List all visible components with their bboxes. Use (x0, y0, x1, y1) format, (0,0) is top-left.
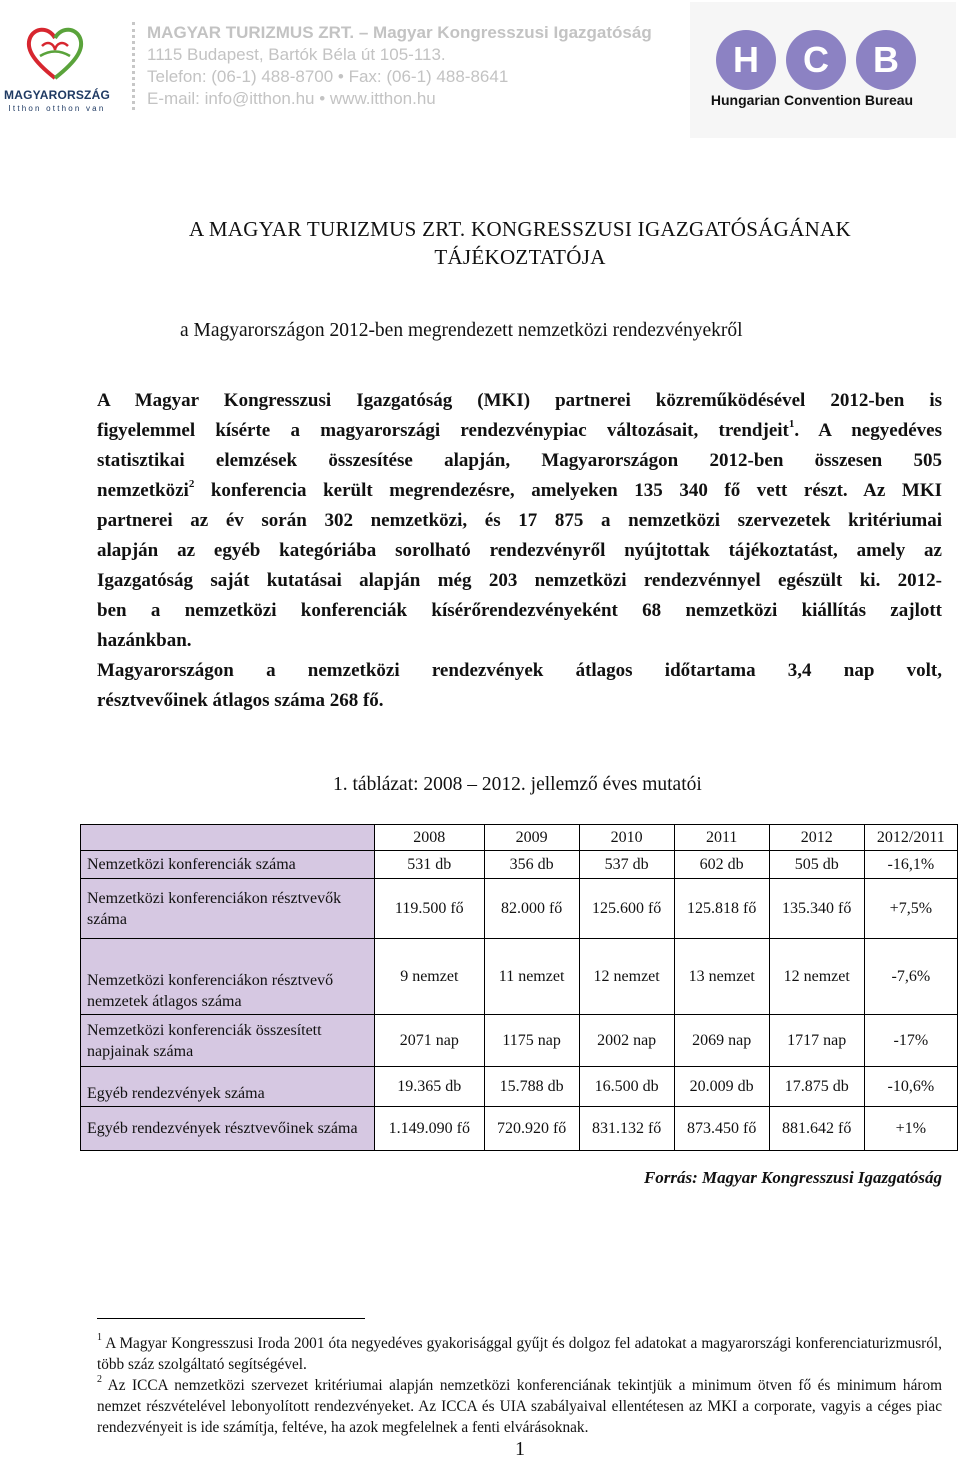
table-cell: 12 nemzet (579, 939, 674, 1015)
table-corner-cell (81, 825, 375, 851)
org-name: MAGYAR TURIZMUS ZRT. – Magyar Kongresszusi Igazgatóság (147, 23, 652, 42)
footnote-2 (97, 1375, 942, 1438)
table-cell: 125.600 fő (579, 879, 674, 939)
table-cell: 17.875 db (769, 1067, 864, 1107)
table-cell: 16.500 db (579, 1067, 674, 1107)
table-cell: 119.500 fő (375, 879, 485, 939)
hcb-logo (690, 2, 956, 138)
table-row (81, 1067, 958, 1107)
table-cell: 12 nemzet (769, 939, 864, 1015)
table-cell: 135.340 fő (769, 879, 864, 939)
table-cell: 19.365 db (375, 1067, 485, 1107)
col-header: 2011 (674, 825, 769, 851)
table-cell: -16,1% (864, 851, 957, 879)
org-email-web: E-mail: info@itthon.hu • www.itthon.hu (147, 89, 436, 108)
table-cell: 356 db (484, 851, 579, 879)
magyarorszag-logo (0, 18, 112, 113)
body-line-4a: nemzetközi (97, 480, 189, 501)
table-cell: 720.920 fő (484, 1107, 579, 1151)
table-cell: +1% (864, 1107, 957, 1151)
row-label: Nemzetközi konferenciákon résztvevők száma (81, 879, 375, 939)
table-cell: 125.818 fő (674, 879, 769, 939)
table-header-row (81, 825, 958, 851)
org-contact-block (147, 22, 652, 110)
body-line-4 (97, 476, 942, 506)
body-line-7: Igazgatóság saját kutatásai alapján még 203 nemzetközi rendezvénnyel egészült ki. 2012- (97, 570, 942, 591)
table-cell: 505 db (769, 851, 864, 879)
footnotes (97, 1333, 942, 1438)
table-row (81, 939, 958, 1015)
document-subtitle: a Magyarországon 2012-ben megrendezett nemzetközi rendezvényekről (180, 320, 743, 341)
header-divider (132, 22, 135, 110)
table-cell: -17% (864, 1015, 957, 1067)
table-cell: 9 nemzet (375, 939, 485, 1015)
body-line-2 (97, 416, 942, 446)
table-cell: 13 nemzet (674, 939, 769, 1015)
table-caption: 1. táblázat: 2008 – 2012. jellemző éves mutatói (333, 774, 702, 795)
table-cell: 873.450 fő (674, 1107, 769, 1151)
table-row (81, 879, 958, 939)
table-cell: 1717 nap (769, 1015, 864, 1067)
document-title-line2: TÁJÉKOZTATÓJA (434, 245, 606, 269)
body-line-4b: konferencia került megrendezésre, amelyeken 135 340 fő vett részt. Az MKI (194, 480, 942, 501)
body-line-2b: . A negyedéves (794, 420, 942, 441)
col-header: 2009 (484, 825, 579, 851)
stats-table (80, 824, 958, 1151)
col-header: 2010 (579, 825, 674, 851)
page-number: 1 (515, 1438, 525, 1460)
logo-slogan: Itthon otthon van (8, 104, 106, 113)
table-cell: 1.149.090 fő (375, 1107, 485, 1151)
table-cell: 537 db (579, 851, 674, 879)
org-phone-fax: Telefon: (06-1) 488-8700 • Fax: (06-1) 488-8641 (147, 67, 509, 86)
table-cell: 20.009 db (674, 1067, 769, 1107)
table-cell: +7,5% (864, 879, 957, 939)
logo-wordmark: MAGYARORSZÁG (4, 88, 110, 102)
body-line-3: statisztikai elemzések összesítése alapján, Magyarországon 2012-ben összesen 505 (97, 450, 942, 471)
table-row (81, 1107, 958, 1151)
table-cell: 2002 nap (579, 1015, 674, 1067)
hcb-letter-b: B (873, 39, 899, 80)
table-cell: -7,6% (864, 939, 957, 1015)
intro-paragraph (97, 386, 942, 711)
table-cell: 831.132 fő (579, 1107, 674, 1151)
hcb-letter-c: C (803, 39, 829, 80)
body-line-2a: figyelemmel kísérte a magyarországi rendezvénypiac változásait, trendjeit (97, 420, 789, 441)
body-line-5: partnerei az év során 302 nemzetközi, és 17 875 a nemzetközi szervezetek kritériumai (97, 510, 942, 531)
row-label: Nemzetközi konferenciák száma (81, 851, 375, 879)
body-line-10: Magyarországon a nemzetközi rendezvények átlagos időtartama 3,4 nap volt, (97, 660, 942, 681)
footnote-rule (97, 1318, 365, 1319)
table-cell: 531 db (375, 851, 485, 879)
heart-logo-icon (22, 20, 88, 84)
footnote-2-mark: 2 (97, 1373, 102, 1385)
body-line-8: ben a nemzetközi konferenciák kísérőrendezvényeként 68 nemzetközi kiállítás zajlott (97, 600, 942, 621)
row-label: Nemzetközi konferenciákon résztvevő nemzetek átlagos száma (81, 939, 375, 1015)
col-header: 2008 (375, 825, 485, 851)
hcb-circles-icon (716, 30, 916, 94)
footnote-2-text: Az ICCA nemzetközi szervezet kritériumai alapján nemzetközi konferenciának tekintjük a minimum ötven fő és minimum három nemzet részvételével lebonyolított rendezvényeket. Az ICCA és UIA szabályaival ellentétesen az MKI a corporate, vagyis a céges piac rendezvényeit is ide számítja, feltéve, ha azok megfelelnek a fenti elvárásoknak. (97, 1377, 942, 1436)
document-title-line1: A MAGYAR TURIZMUS ZRT. KONGRESSZUSI IGAZGATÓSÁGÁNAK (189, 217, 851, 241)
col-header: 2012/2011 (864, 825, 957, 851)
table-cell: 82.000 fő (484, 879, 579, 939)
footnote-ref-1: 1 (788, 417, 795, 430)
row-label: Egyéb rendezvények száma (81, 1067, 375, 1107)
footnote-ref-2: 2 (188, 477, 195, 490)
table-cell: -10,6% (864, 1067, 957, 1107)
table-cell: 11 nemzet (484, 939, 579, 1015)
hcb-letter-h: H (733, 39, 759, 80)
table-row (81, 1015, 958, 1067)
body-line-11: résztvevőinek átlagos száma 268 fő. (97, 690, 384, 711)
table-cell: 15.788 db (484, 1067, 579, 1107)
table-row (81, 851, 958, 879)
body-line-6: alapján az egyéb kategóriába sorolható rendezvényről nyújtottak tájékoztatást, amely az (97, 540, 942, 561)
body-line-9: hazánkban. (97, 630, 192, 651)
footnote-1-text: A Magyar Kongresszusi Iroda 2001 óta negyedéves gyakorisággal gyűjt és dolgoz fel adatokat a magyarországi konferenciaturizmusról, több száz szolgáltató segítségével. (97, 1335, 942, 1373)
col-header: 2012 (769, 825, 864, 851)
table-cell: 602 db (674, 851, 769, 879)
hcb-caption: Hungarian Convention Bureau (710, 92, 914, 108)
row-label: Nemzetközi konferenciák összesített napjainak száma (81, 1015, 375, 1067)
body-line-1: A Magyar Kongresszusi Igazgatóság (MKI) partnerei közreműködésével 2012-ben is (97, 390, 942, 411)
footnote-1-mark: 1 (97, 1331, 102, 1343)
table-cell: 1175 nap (484, 1015, 579, 1067)
row-label: Egyéb rendezvények résztvevőinek száma (81, 1107, 375, 1151)
table-source: Forrás: Magyar Kongresszusi Igazgatóság (643, 1168, 942, 1187)
table-cell: 881.642 fő (769, 1107, 864, 1151)
table-cell: 2069 nap (674, 1015, 769, 1067)
org-address: 1115 Budapest, Bartók Béla út 105-113. (147, 45, 446, 64)
footnote-1 (97, 1333, 942, 1375)
table-cell: 2071 nap (375, 1015, 485, 1067)
